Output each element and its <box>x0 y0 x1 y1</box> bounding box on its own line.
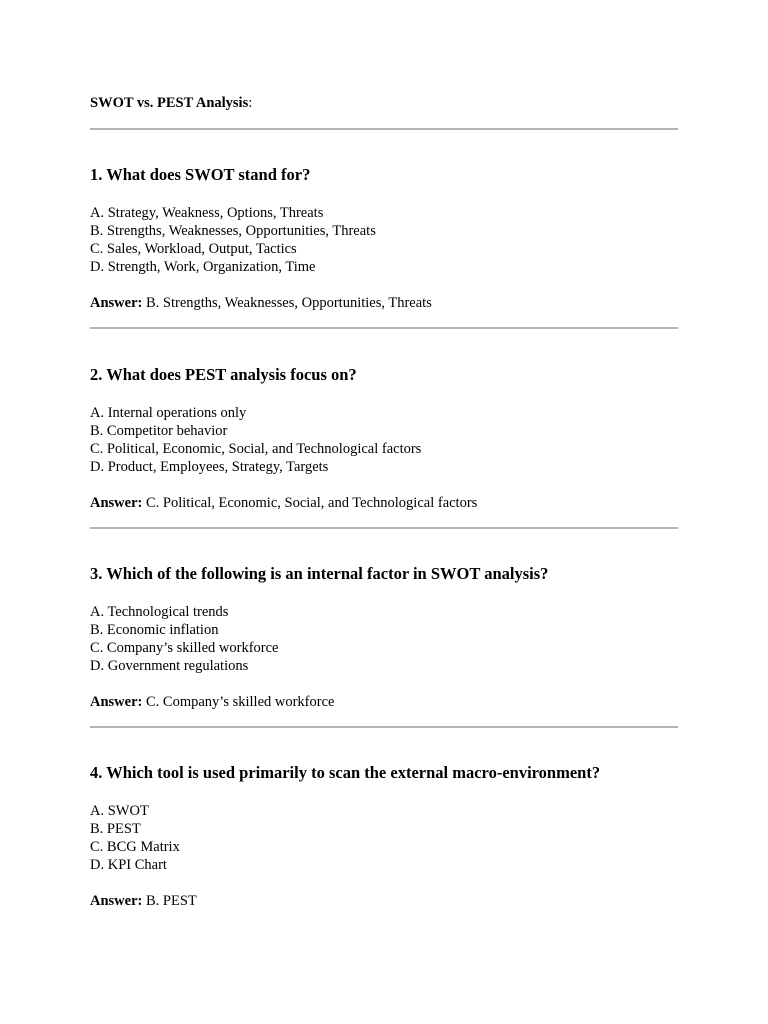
option-b: B. Strengths, Weaknesses, Opportunities, Threats <box>90 223 376 239</box>
option-b: B. Competitor behavior <box>90 423 228 439</box>
option-a: A. Technological trends <box>90 604 229 620</box>
question-2 <box>90 365 678 512</box>
question-title: 3. Which of the following is an internal factor in SWOT analysis? <box>90 564 549 583</box>
option-a: A. Internal operations only <box>90 405 247 421</box>
option-b: B. PEST <box>90 821 141 837</box>
answer-text: C. Company’s skilled workforce <box>145 694 335 710</box>
options-list <box>90 204 678 276</box>
options-list <box>90 404 678 476</box>
options-list <box>90 603 678 675</box>
divider <box>90 527 678 529</box>
question-1 <box>90 165 678 312</box>
question-title: 4. Which tool is used primarily to scan the external macro-environment? <box>90 763 601 782</box>
question-title: 1. What does SWOT stand for? <box>90 165 311 184</box>
answer-text: C. Political, Economic, Social, and Technological factors <box>145 495 478 511</box>
option-c: C. BCG Matrix <box>90 839 180 855</box>
question-3 <box>90 564 678 711</box>
answer-line <box>90 294 678 312</box>
options-list <box>90 802 678 874</box>
option-c: C. Sales, Workload, Output, Tactics <box>90 241 297 257</box>
option-a: A. SWOT <box>90 803 149 819</box>
question-title: 2. What does PEST analysis focus on? <box>90 365 357 384</box>
option-b: B. Economic inflation <box>90 622 219 638</box>
question-4 <box>90 763 678 910</box>
answer-line <box>90 892 678 910</box>
document-title <box>90 94 252 112</box>
option-c: C. Political, Economic, Social, and Technological factors <box>90 441 422 457</box>
answer-label: Answer: <box>90 295 143 311</box>
option-d: D. Government regulations <box>90 658 249 674</box>
answer-line <box>90 494 678 512</box>
answer-line <box>90 693 678 711</box>
divider <box>90 327 678 329</box>
option-d: D. KPI Chart <box>90 857 167 873</box>
divider <box>90 726 678 728</box>
answer-label: Answer: <box>90 893 143 909</box>
divider <box>90 128 678 130</box>
document-title-suffix: : <box>248 95 253 111</box>
option-a: A. Strategy, Weakness, Options, Threats <box>90 205 324 221</box>
option-c: C. Company’s skilled workforce <box>90 640 279 656</box>
answer-text: B. Strengths, Weaknesses, Opportunities, Threats <box>145 295 432 311</box>
option-d: D. Strength, Work, Organization, Time <box>90 259 316 275</box>
answer-text: B. PEST <box>145 893 197 909</box>
document-title-text: SWOT vs. PEST Analysis <box>90 95 249 111</box>
answer-label: Answer: <box>90 495 143 511</box>
answer-label: Answer: <box>90 694 143 710</box>
option-d: D. Product, Employees, Strategy, Targets <box>90 459 329 475</box>
